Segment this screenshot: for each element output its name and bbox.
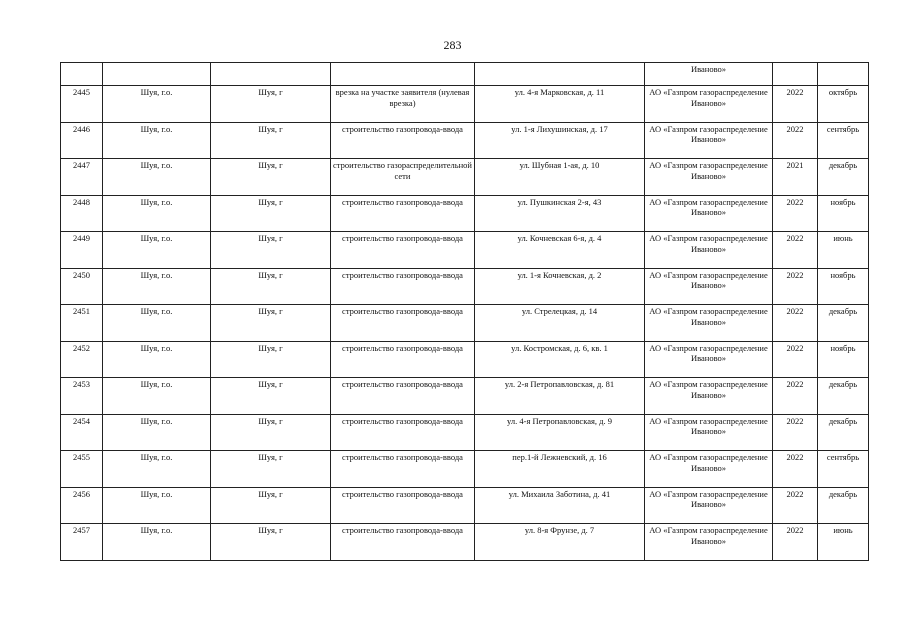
cell-month: декабрь (818, 487, 869, 524)
cell-year: 2022 (773, 305, 818, 342)
cell-address: ул. 4-я Марковская, д. 11 (475, 86, 645, 123)
cell-address: ул. 1-я Кочневская, д. 2 (475, 268, 645, 305)
cell-address: ул. 1-я Лихушинская, д. 17 (475, 122, 645, 159)
table-row (61, 195, 869, 232)
cell-work-type: строительство газопровода-ввода (331, 122, 475, 159)
cell-organization: АО «Газпром газораспределение Иваново» (645, 524, 773, 561)
table-row (61, 524, 869, 561)
cell-year: 2022 (773, 122, 818, 159)
cell-month: июнь (818, 524, 869, 561)
cell-address: ул. 2-я Петропавловская, д. 81 (475, 378, 645, 415)
cell-year (773, 63, 818, 86)
cell-district: Шуя, г.о. (103, 268, 211, 305)
cell-number: 2452 (61, 341, 103, 378)
table-body (61, 63, 869, 561)
cell-organization: АО «Газпром газораспределение Иваново» (645, 86, 773, 123)
cell-address: ул. Стрелецкая, д. 14 (475, 305, 645, 342)
cell-district: Шуя, г.о. (103, 414, 211, 451)
cell-organization: АО «Газпром газораспределение Иваново» (645, 414, 773, 451)
cell-district: Шуя, г.о. (103, 86, 211, 123)
cell-month: декабрь (818, 305, 869, 342)
cell-month: ноябрь (818, 268, 869, 305)
cell-organization: АО «Газпром газораспределение Иваново» (645, 341, 773, 378)
cell-number: 2457 (61, 524, 103, 561)
cell-month: декабрь (818, 414, 869, 451)
cell-organization: АО «Газпром газораспределение Иваново» (645, 378, 773, 415)
cell-address: ул. Пушкинская 2-я, 43 (475, 195, 645, 232)
cell-address: ул. Шубная 1-ая, д. 10 (475, 159, 645, 196)
cell-settlement: Шуя, г (211, 414, 331, 451)
table-row (61, 341, 869, 378)
cell-number: 2446 (61, 122, 103, 159)
cell-organization: Иваново» (645, 63, 773, 86)
cell-year: 2022 (773, 524, 818, 561)
cell-number: 2455 (61, 451, 103, 488)
cell-district: Шуя, г.о. (103, 487, 211, 524)
cell-organization: АО «Газпром газораспределение Иваново» (645, 159, 773, 196)
cell-work-type: строительство газопровода-ввода (331, 524, 475, 561)
cell-year: 2021 (773, 159, 818, 196)
table-row (61, 487, 869, 524)
cell-district: Шуя, г.о. (103, 451, 211, 488)
cell-settlement: Шуя, г (211, 195, 331, 232)
table-row (61, 86, 869, 123)
cell-year: 2022 (773, 414, 818, 451)
cell-address: ул. 8-я Фрунзе, д. 7 (475, 524, 645, 561)
cell-settlement: Шуя, г (211, 378, 331, 415)
cell-month: ноябрь (818, 195, 869, 232)
cell-settlement: Шуя, г (211, 86, 331, 123)
cell-month (818, 63, 869, 86)
table-row (61, 414, 869, 451)
cell-number: 2451 (61, 305, 103, 342)
cell-organization: АО «Газпром газораспределение Иваново» (645, 232, 773, 269)
cell-address: пер.1-й Лежневский, д. 16 (475, 451, 645, 488)
cell-work-type: строительство газопровода-ввода (331, 414, 475, 451)
cell-district: Шуя, г.о. (103, 524, 211, 561)
cell-year: 2022 (773, 378, 818, 415)
cell-month: сентябрь (818, 451, 869, 488)
table-row (61, 268, 869, 305)
cell-settlement: Шуя, г (211, 268, 331, 305)
cell-district: Шуя, г.о. (103, 122, 211, 159)
page-number: 283 (443, 38, 462, 52)
cell-year: 2022 (773, 268, 818, 305)
table-row (61, 378, 869, 415)
cell-organization: АО «Газпром газораспределение Иваново» (645, 122, 773, 159)
cell-number: 2448 (61, 195, 103, 232)
cell-settlement: Шуя, г (211, 487, 331, 524)
cell-organization: АО «Газпром газораспределение Иваново» (645, 268, 773, 305)
table-row (61, 232, 869, 269)
cell-district: Шуя, г.о. (103, 195, 211, 232)
cell-month: сентябрь (818, 122, 869, 159)
cell-work-type: строительство газопровода-ввода (331, 487, 475, 524)
cell-work-type (331, 63, 475, 86)
cell-district: Шуя, г.о. (103, 232, 211, 269)
cell-number: 2450 (61, 268, 103, 305)
cell-year: 2022 (773, 487, 818, 524)
cell-number (61, 63, 103, 86)
cell-district: Шуя, г.о. (103, 341, 211, 378)
cell-year: 2022 (773, 451, 818, 488)
cell-work-type: строительство газопровода-ввода (331, 268, 475, 305)
cell-number: 2453 (61, 378, 103, 415)
cell-settlement: Шуя, г (211, 232, 331, 269)
cell-number: 2447 (61, 159, 103, 196)
cell-month: октябрь (818, 86, 869, 123)
cell-month: ноябрь (818, 341, 869, 378)
cell-month: декабрь (818, 159, 869, 196)
table-row (61, 451, 869, 488)
cell-district: Шуя, г.о. (103, 378, 211, 415)
continuation-row (61, 63, 869, 86)
cell-work-type: строительство газораспределительной сети (331, 159, 475, 196)
cell-work-type: строительство газопровода-ввода (331, 451, 475, 488)
cell-district: Шуя, г.о. (103, 305, 211, 342)
cell-work-type: строительство газопровода-ввода (331, 195, 475, 232)
cell-address: ул. Михаила Заботина, д. 41 (475, 487, 645, 524)
cell-work-type: строительство газопровода-ввода (331, 232, 475, 269)
table-row (61, 305, 869, 342)
table-row (61, 159, 869, 196)
cell-number: 2456 (61, 487, 103, 524)
cell-settlement: Шуя, г (211, 159, 331, 196)
cell-district: Шуя, г.о. (103, 159, 211, 196)
cell-organization: АО «Газпром газораспределение Иваново» (645, 487, 773, 524)
cell-work-type: строительство газопровода-ввода (331, 378, 475, 415)
cell-address: ул. Кочневская 6-я, д. 4 (475, 232, 645, 269)
cell-number: 2445 (61, 86, 103, 123)
cell-settlement: Шуя, г (211, 524, 331, 561)
cell-address: ул. 4-я Петропавловская, д. 9 (475, 414, 645, 451)
cell-organization: АО «Газпром газораспределение Иваново» (645, 305, 773, 342)
cell-settlement (211, 63, 331, 86)
cell-year: 2022 (773, 341, 818, 378)
cell-district (103, 63, 211, 86)
cell-work-type: врезка на участке заявителя (нулевая врезка) (331, 86, 475, 123)
cell-year: 2022 (773, 232, 818, 269)
cell-organization: АО «Газпром газораспределение Иваново» (645, 195, 773, 232)
cell-year: 2022 (773, 195, 818, 232)
cell-work-type: строительство газопровода-ввода (331, 341, 475, 378)
cell-work-type: строительство газопровода-ввода (331, 305, 475, 342)
cell-number: 2454 (61, 414, 103, 451)
cell-number: 2449 (61, 232, 103, 269)
cell-settlement: Шуя, г (211, 122, 331, 159)
gasification-table (60, 62, 869, 561)
cell-settlement: Шуя, г (211, 305, 331, 342)
cell-address: ул. Костромская, д. 6, кв. 1 (475, 341, 645, 378)
cell-organization: АО «Газпром газораспределение Иваново» (645, 451, 773, 488)
cell-month: декабрь (818, 378, 869, 415)
table-row (61, 122, 869, 159)
cell-address (475, 63, 645, 86)
cell-settlement: Шуя, г (211, 451, 331, 488)
cell-settlement: Шуя, г (211, 341, 331, 378)
cell-year: 2022 (773, 86, 818, 123)
cell-month: июнь (818, 232, 869, 269)
